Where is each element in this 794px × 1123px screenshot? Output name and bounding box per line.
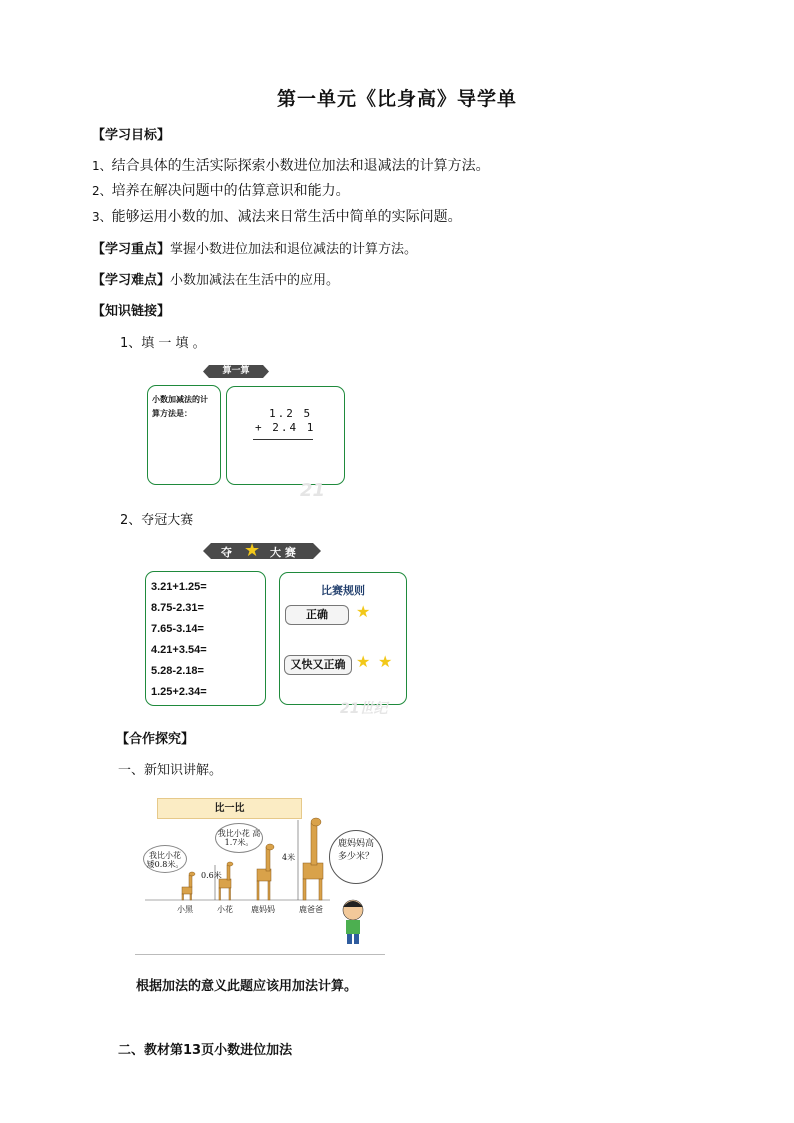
star-icon: ★ [356,652,371,671]
difficulty [92,269,339,288]
goal-text: 结合具体的生活实际探索小数进位加法和退减法的计算方法。 [111,158,490,174]
part2-heading: 二、教材第13页小数进位加法 [118,1043,293,1058]
giraffe-name: 小黑 [177,905,193,914]
calc-banner [203,365,269,378]
calc-line-2: + 2.4 1 [255,421,316,434]
goal-text: 培养在解决问题中的估算意识和能力。 [111,183,350,199]
question-text: 鹿妈妈高多少米？ [337,839,374,862]
bubble-text: 我比小花 矮0.8米。 [146,851,184,869]
method-text-2: 算方法是： [152,409,192,418]
watermark: 21世纪 [340,701,388,717]
difficulty-text: 小数加减法在生活中的应用。 [170,273,340,288]
equation: 5.28-2.18= [151,665,204,677]
rule-correct: 正确 [285,605,349,625]
conclusion: 根据加法的意义此题应该用加法计算。 [136,979,358,994]
fill-heading: 1、填 一 填 。 [120,336,206,351]
key-point-text: 掌握小数进位加法和退位减法的计算方法。 [170,242,418,257]
calc-box[interactable] [226,386,345,485]
page-title: 第一单元《比身高》导学单 [276,88,517,110]
equation: 3.21+1.25= [151,581,207,593]
calc-banner-text: 算一算 [222,366,250,376]
equation: 1.25+2.34= [151,686,207,698]
giraffe-name: 小花 [217,905,233,914]
part1-heading: 一、新知识讲解。 [118,763,223,778]
watermark: 21 [300,480,326,501]
star-icon: ★ [356,602,371,621]
rule-fast-correct: 又快又正确 [284,655,352,675]
equation: 4.21+3.54= [151,644,207,656]
compare-banner: 比一比 [157,798,302,819]
contest-banner-right: 大 赛 [270,546,296,559]
goals-header: 【学习目标】 [92,128,171,143]
calc-rule [253,439,313,440]
difficulty-label: 【学习难点】 [92,273,171,288]
goal-num: 3、 [92,210,112,224]
equation: 8.75-2.31= [151,602,204,614]
giraffe-name: 鹿妈妈 [251,905,275,914]
contest-banner [203,540,321,561]
method-text-1: 小数加减法的计 [152,395,208,404]
contest-heading: 2、夺冠大赛 [120,513,194,528]
method-box[interactable] [147,385,221,485]
bubble-text: 我比小花 高1.7米。 [217,829,261,847]
compare-illustration [135,795,385,957]
rules-title: 比赛规则 [321,584,365,597]
rules-box [279,572,407,705]
key-point [92,238,417,257]
calc-line-1: 1.2 5 [269,407,313,420]
goal-item-3 [92,206,462,226]
star-icon: ★ [244,540,261,561]
goal-item-1 [92,155,490,175]
link-header: 【知识链接】 [92,304,171,319]
goal-num: 1、 [92,159,112,173]
divider [135,954,385,955]
height-label: 4米 [282,853,296,862]
equation: 7.65-3.14= [151,623,204,635]
height-label: 0.6米 [201,871,222,880]
contest-banner-left: 夺 [221,546,232,559]
goal-num: 2、 [92,184,112,198]
star-icon: ★ [378,652,393,671]
key-point-label: 【学习重点】 [92,242,171,257]
goal-text: 能够运用小数的加、减法来日常生活中简单的实际问题。 [111,209,462,225]
goal-item-2 [92,180,350,200]
equations-box [145,571,266,706]
cooperate-header: 【合作探究】 [116,732,195,747]
giraffe-name: 鹿爸爸 [299,905,323,914]
giraffes-graphic [135,795,385,957]
